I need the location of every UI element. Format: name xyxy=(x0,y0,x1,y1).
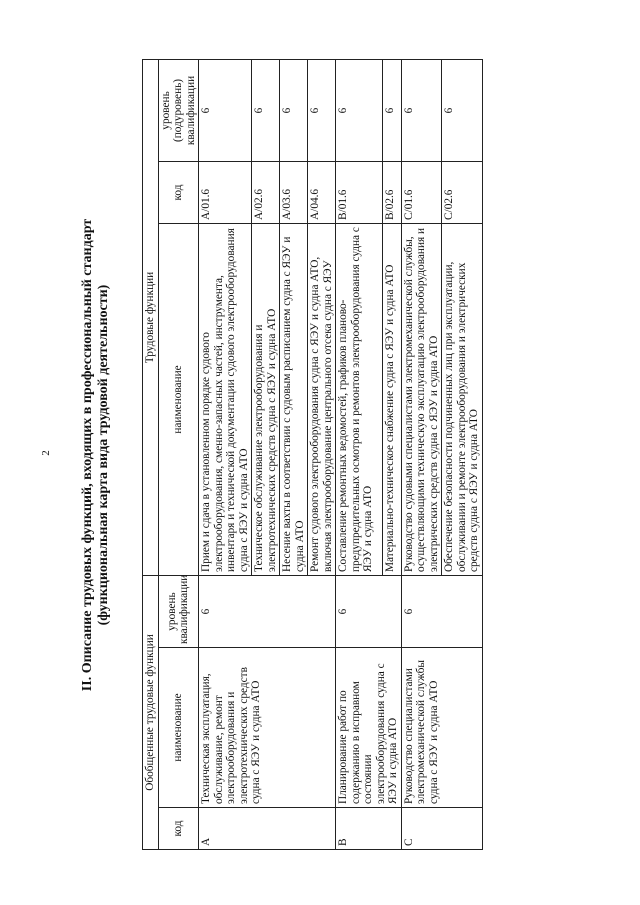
table-row xyxy=(401,59,442,849)
function-name: Составление ремонтных ведомостей, графиков планово-предупредительных осмотров и ремонтов электрооборудования судна с ЯЭУ и судна АТО xyxy=(336,223,383,575)
function-level: 6 xyxy=(442,59,483,161)
generalized-code: A xyxy=(199,808,336,850)
table-body xyxy=(199,59,483,849)
header-generalized: Обобщенные трудовые функции xyxy=(143,575,159,849)
header-row-columns xyxy=(158,59,199,849)
header-glevel: уровень квалификации xyxy=(158,575,199,647)
function-name: Руководство судовыми специалистами электромеханической службы, осуществляющими техническую эксплуатацию электрооборудования и электрических средств судна с ЯЭУ и судна АТО xyxy=(401,223,442,575)
functional-map-table xyxy=(142,59,483,850)
function-code: A/03.6 xyxy=(280,161,308,223)
header-flevel: уровень (подуровень) квалификации xyxy=(158,59,199,161)
function-level: 6 xyxy=(252,59,280,161)
function-code: B/01.6 xyxy=(336,161,383,223)
section-title-line1: II. Описание трудовых функций, входящих в профессиональный стандарт xyxy=(80,218,95,692)
function-code: A/01.6 xyxy=(199,161,252,223)
function-level: 6 xyxy=(199,59,252,161)
function-name: Материально-техническое снабжение судна с ЯЭУ и судна АТО xyxy=(383,223,401,575)
generalized-level: 6 xyxy=(199,575,336,647)
header-gcode: код xyxy=(158,808,199,850)
section-title-line2: (функциональная карта вида трудовой деятельности) xyxy=(96,284,111,626)
function-code: B/02.6 xyxy=(383,161,401,223)
function-level: 6 xyxy=(401,59,442,161)
function-level: 6 xyxy=(280,59,308,161)
generalized-code: B xyxy=(336,808,402,850)
generalized-level: 6 xyxy=(401,575,482,647)
generalized-level: 6 xyxy=(336,575,402,647)
function-code: A/02.6 xyxy=(252,161,280,223)
function-code: C/01.6 xyxy=(401,161,442,223)
function-code: C/02.6 xyxy=(442,161,483,223)
function-name: Ремонт судового электрооборудования судна с ЯЭУ и судна АТО, включая электрооборудование центрального отсека судна с ЯЭУ xyxy=(308,223,336,575)
function-level: 6 xyxy=(308,59,336,161)
table-row xyxy=(336,59,383,849)
header-labor: Трудовые функции xyxy=(143,59,159,575)
function-name: Обеспечение безопасности подчиненных лиц при эксплуатации, обслуживании и ремонте электрооборудования и электрических средств судна с ЯЭУ и судна АТО xyxy=(442,223,483,575)
function-level: 6 xyxy=(383,59,401,161)
table-row xyxy=(199,59,252,849)
header-fcode: код xyxy=(158,161,199,223)
generalized-name: Руководство специалистами электромеханической службы судна с ЯЭУ и судна АТО xyxy=(401,648,482,808)
header-row-groups xyxy=(143,59,159,849)
generalized-name: Планирование работ по содержанию в исправном состоянии электрооборудования судна с ЯЭУ и судна АТО xyxy=(336,648,402,808)
function-name: Несение вахты в соответствии с судовым расписанием судна с ЯЭУ и судна АТО xyxy=(280,223,308,575)
header-fname: наименование xyxy=(158,223,199,575)
function-name: Техническое обслуживание электрооборудования и электротехнических средств судна с ЯЭУ и судна АТО xyxy=(252,223,280,575)
page-number: 2 xyxy=(40,450,52,456)
section-title xyxy=(80,60,112,850)
generalized-name: Техническая эксплуатация, обслуживание, ремонт электрооборудования и электротехнических средств судна с ЯЭУ и судна АТО xyxy=(199,648,336,808)
generalized-code: C xyxy=(401,808,482,850)
function-level: 6 xyxy=(336,59,383,161)
header-gname: наименование xyxy=(158,648,199,808)
function-name: Прием и сдача в установленном порядке судового электрооборудования, сменно-запасных частей, инструмента, инвентаря и технической документации судового электрооборудования судна с ЯЭУ и судна АТО xyxy=(199,223,252,575)
rotated-page-content xyxy=(80,60,580,850)
function-code: A/04.6 xyxy=(308,161,336,223)
